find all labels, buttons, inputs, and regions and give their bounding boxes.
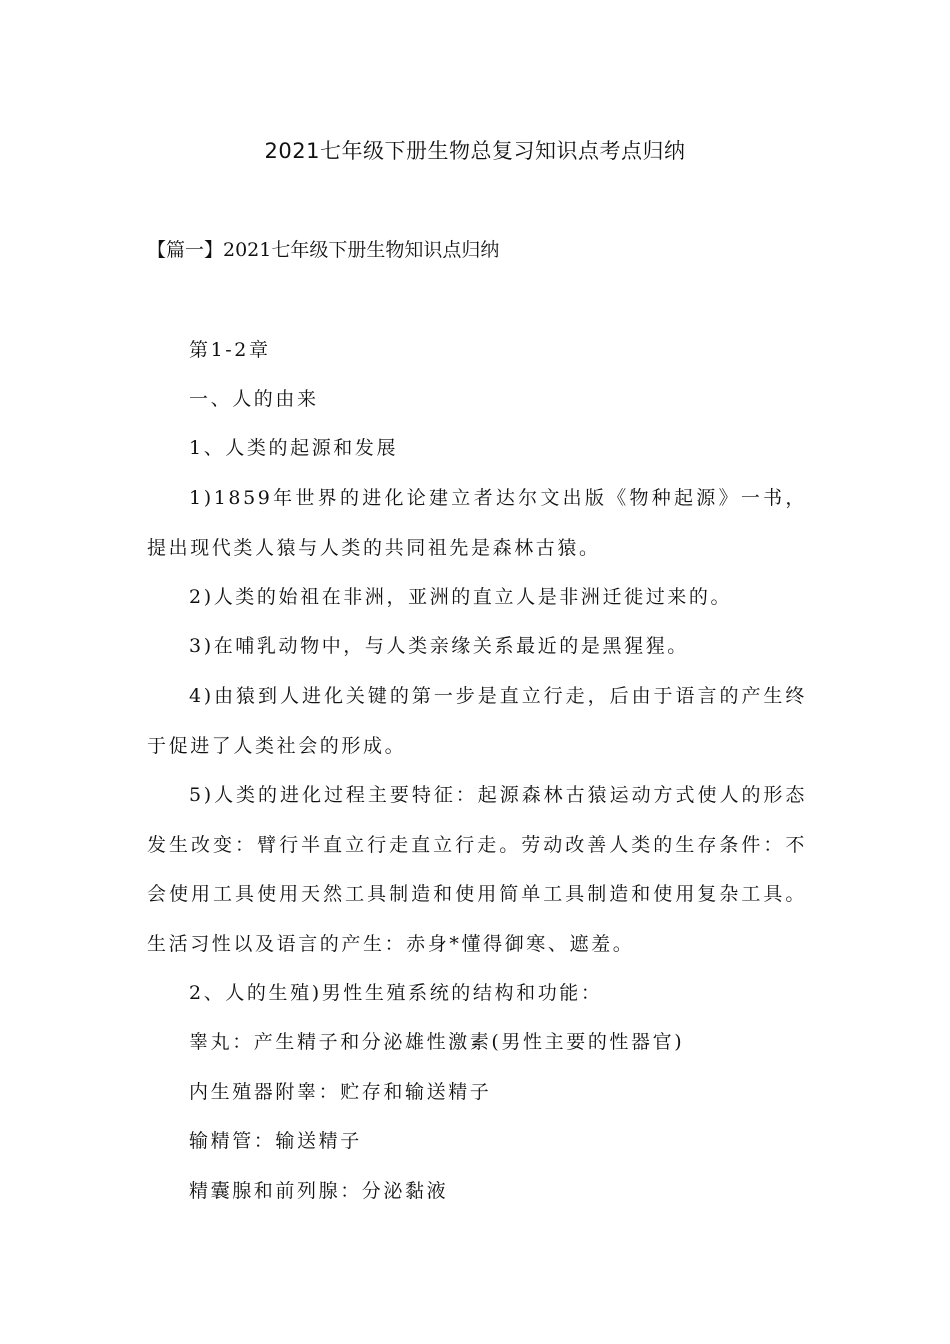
section-heading: 一、人的由来	[189, 388, 319, 410]
paragraph: 1)1859年世界的进化论建立者达尔文出版《物种起源》一书，提出现代类人猿与人类的共同祖先是森林古猿。	[147, 487, 807, 559]
paragraph: 5)人类的进化过程主要特征：起源森林古猿运动方式使人的形态发生改变：臂行半直立行走直立行走。劳动改善人类的生存条件：不会使用工具使用天然工具制造和使用简单工具制造和使用复杂工具。生活习性以及语言的产生：赤身*懂得御寒、遮羞。	[147, 784, 807, 955]
subsection-heading: 2、人的生殖)男性生殖系统的结构和功能：	[189, 982, 603, 1004]
paragraph: 4)由猿到人进化关键的第一步是直立行走，后由于语言的产生终于促进了人类社会的形成。	[147, 685, 807, 757]
list-item: 精囊腺和前列腺：分泌黏液	[189, 1180, 449, 1202]
paragraph: 3)在哺乳动物中，与人类亲缘关系最近的是黑猩猩。	[189, 635, 689, 657]
document-title: 2021七年级下册生物总复习知识点考点归纳	[264, 139, 686, 163]
list-item: 内生殖器附睾：贮存和输送精子	[189, 1081, 492, 1103]
list-item: 输精管：输送精子	[189, 1130, 362, 1152]
chapter-heading: 第1-2章	[189, 339, 271, 361]
document-subtitle: 【篇一】2021七年级下册生物知识点归纳	[147, 239, 500, 261]
subsection-heading: 1、人类的起源和发展	[189, 437, 399, 459]
list-item: 睾丸：产生精子和分泌雄性激素(男性主要的性器官)	[189, 1031, 685, 1053]
paragraph: 2)人类的始祖在非洲，亚洲的直立人是非洲迁徙过来的。	[189, 586, 733, 608]
